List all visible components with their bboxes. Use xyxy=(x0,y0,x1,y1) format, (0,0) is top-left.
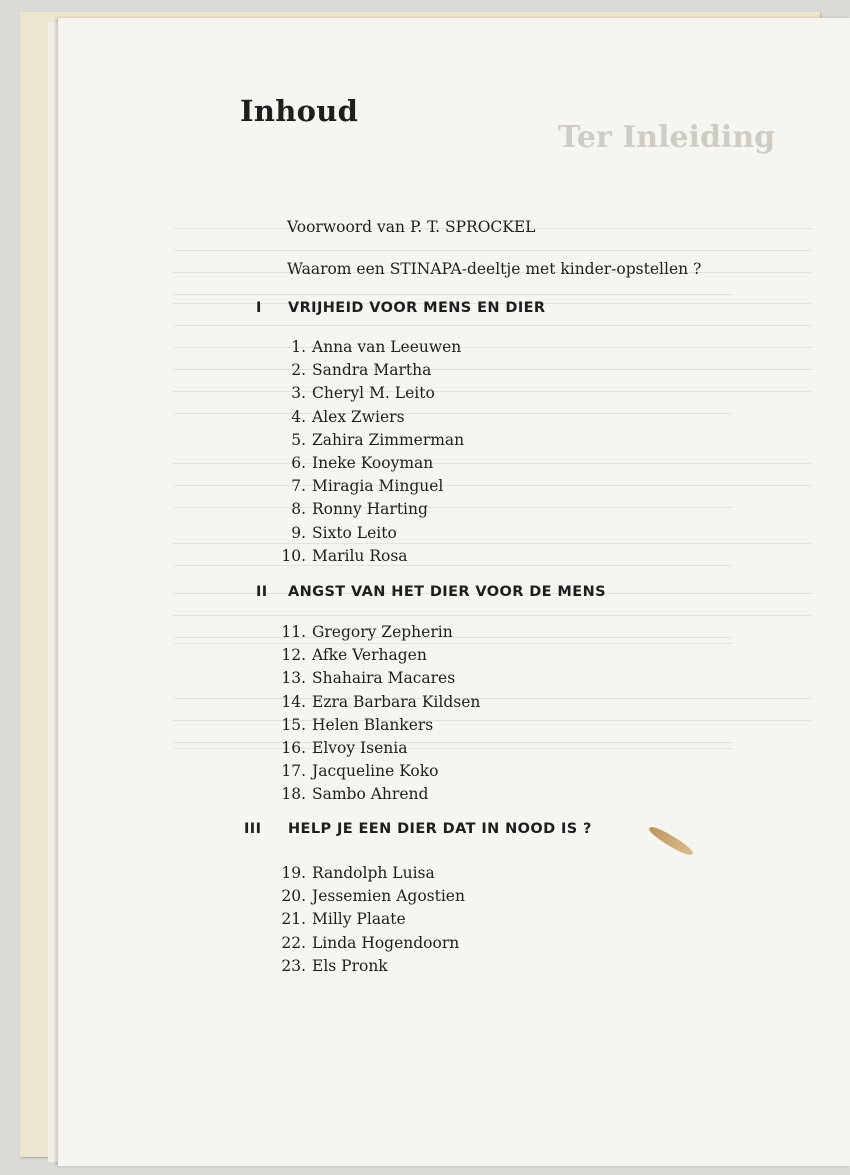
entry-name: Sambo Ahrend xyxy=(312,785,429,804)
bleed-through-title: Ter Inleiding xyxy=(558,120,776,155)
entry-number: 6. xyxy=(291,454,306,472)
entry-name: Ronny Harting xyxy=(312,500,428,519)
bleed-line xyxy=(173,742,733,743)
entry-name: Shahaira Macares xyxy=(312,669,456,688)
page-title: Inhoud xyxy=(240,94,359,128)
section-numeral: III xyxy=(244,821,262,837)
section-title: VRIJHEID VOOR MENS EN DIER xyxy=(288,300,546,316)
entry-number: 14. xyxy=(281,692,306,711)
entry-number: 21. xyxy=(281,910,306,929)
entry-number: 15. xyxy=(281,715,306,734)
bleed-line xyxy=(173,748,733,749)
entry-name: Zahira Zimmerman xyxy=(312,430,465,449)
entry-number: 11. xyxy=(281,623,306,641)
entry-name: Jacqueline Koko xyxy=(312,762,439,781)
bleed-line xyxy=(173,615,813,616)
bleed-line xyxy=(173,637,733,638)
section-numeral: I xyxy=(256,300,262,316)
entry-number: 7. xyxy=(291,477,306,496)
entry-name: Miragia Minguel xyxy=(312,477,444,496)
bleed-line xyxy=(173,507,733,508)
entry-number: 19. xyxy=(281,864,306,882)
entry-number: 23. xyxy=(281,956,306,975)
entry-number: 10. xyxy=(281,546,306,565)
entry-name: Milly Plaate xyxy=(312,910,406,929)
entry-name: Sandra Martha xyxy=(312,361,432,380)
intro-foreword: Voorwoord van P. T. SPROCKEL xyxy=(287,218,536,236)
entry-name: Cheryl M. Leito xyxy=(312,384,435,403)
entry-number: 4. xyxy=(291,407,306,426)
section-numeral: II xyxy=(256,584,268,600)
entry-number: 17. xyxy=(281,762,306,781)
entry-number: 16. xyxy=(281,739,306,757)
section-title: HELP JE EEN DIER DAT IN NOOD IS ? xyxy=(288,821,592,837)
entry-name: Jessemien Agostien xyxy=(312,887,465,906)
entry-number: 8. xyxy=(291,500,306,519)
entry-number: 22. xyxy=(281,933,306,952)
entry-number: 9. xyxy=(291,523,306,542)
entry-name: Alex Zwiers xyxy=(312,407,405,426)
paper-tear xyxy=(647,824,695,859)
entry-number: 13. xyxy=(281,669,306,688)
entry-number: 18. xyxy=(281,785,306,804)
entry-number: 12. xyxy=(281,646,306,665)
entry-name: Linda Hogendoorn xyxy=(312,933,460,952)
entry-name: Marilu Rosa xyxy=(312,546,408,565)
bleed-line xyxy=(173,250,813,251)
entry-name: Afke Verhagen xyxy=(312,646,427,665)
entry-number: 20. xyxy=(281,887,306,906)
contents-page xyxy=(58,18,850,1166)
intro-why: Waarom een STINAPA-deeltje met kinder-opstellen ? xyxy=(287,260,702,278)
bleed-line xyxy=(173,413,733,414)
entry-name: Ineke Kooyman xyxy=(312,454,434,472)
entry-number: 2. xyxy=(291,361,306,380)
entry-name: Elvoy Isenia xyxy=(312,739,408,757)
entry-name: Ezra Barbara Kildsen xyxy=(312,692,481,711)
entry-name: Randolph Luisa xyxy=(312,864,435,882)
entry-name: Sixto Leito xyxy=(312,523,397,542)
entry-name: Helen Blankers xyxy=(312,715,434,734)
bleed-line xyxy=(173,543,813,544)
entry-name: Els Pronk xyxy=(312,956,388,975)
bleed-line xyxy=(173,643,733,644)
bleed-line xyxy=(173,565,733,566)
section-title: ANGST VAN HET DIER VOOR DE MENS xyxy=(288,584,606,600)
entry-number: 5. xyxy=(291,430,306,449)
entry-name: Gregory Zepherin xyxy=(312,623,453,641)
bleed-line xyxy=(173,325,813,326)
bleed-line xyxy=(173,294,733,295)
entry-number: 3. xyxy=(291,384,306,403)
entry-name: Anna van Leeuwen xyxy=(312,338,462,356)
entry-number: 1. xyxy=(291,338,306,356)
